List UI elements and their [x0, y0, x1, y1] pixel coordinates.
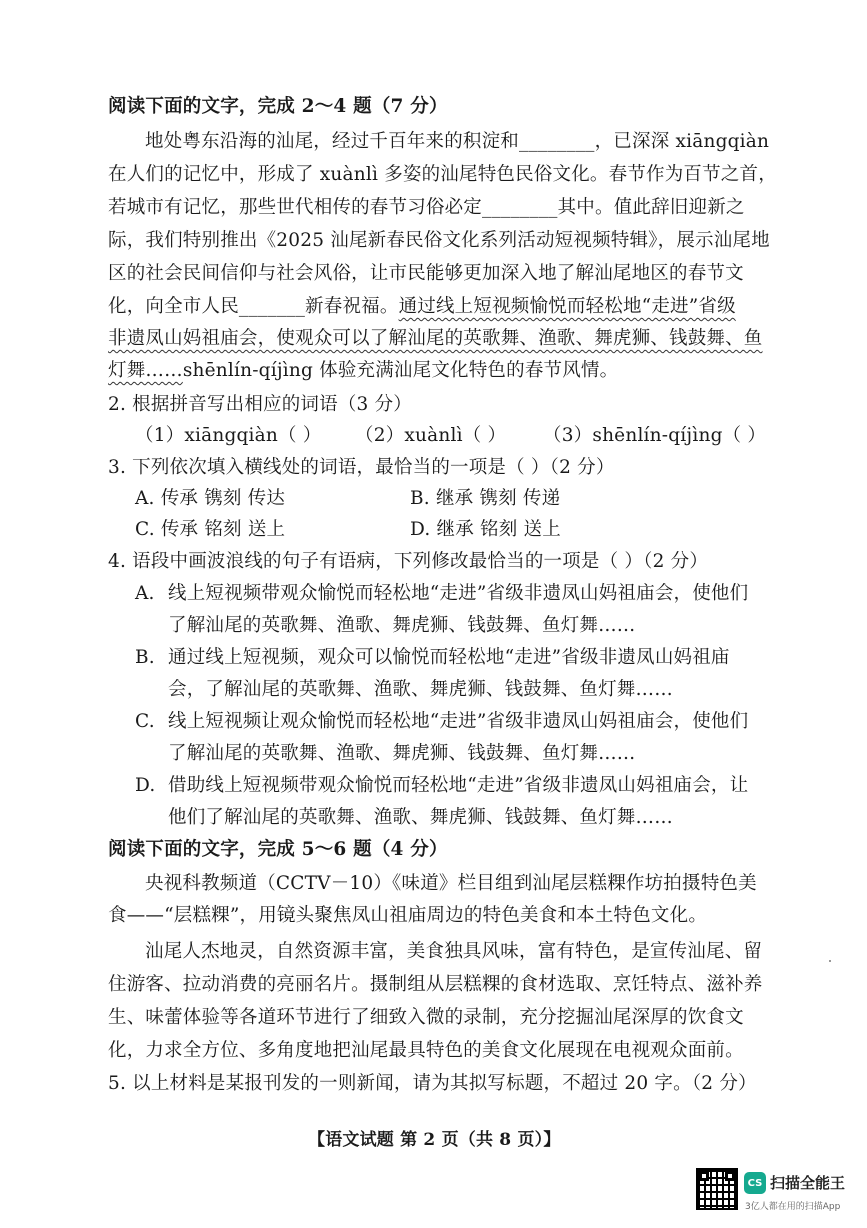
- camscanner-logo-icon: CS: [744, 1172, 766, 1194]
- section1-line-text: shēnlín-qíjìng 体验充满汕尾文化特色的春节风情。: [182, 360, 619, 381]
- q4-option-letter: B.: [135, 647, 155, 668]
- q4-option-c-line1: 线上短视频让观众愉悦而轻松地“走进”省级非遗凤山妈祖庙会，使他们: [168, 711, 749, 732]
- q4-option-letter: D.: [135, 775, 156, 796]
- q4-option-b-line2: 会，了解汕尾的英歌舞、渔歌、舞虎狮、钱鼓舞、鱼灯舞……: [168, 679, 673, 700]
- q4-option-c-line2: 了解汕尾的英歌舞、渔歌、舞虎狮、钱鼓舞、鱼灯舞……: [168, 743, 636, 764]
- q4-option-d-line1: 借助线上短视频带观众愉悦而轻松地“走进”省级非遗凤山妈祖庙会，让: [168, 775, 749, 796]
- q4-option-a-line1: 线上短视频带观众愉悦而轻松地“走进”省级非遗凤山妈祖庙会，使他们: [168, 583, 749, 604]
- q4-option-letter: A.: [135, 583, 155, 604]
- q5-stem: 5. 以上材料是某报刊发的一则新闻，请为其拟写标题，不超过 20 字。（2 分）: [108, 1073, 757, 1094]
- q2-item: （2）xuànlì（ ）: [355, 425, 507, 446]
- q3-stem: 3. 下列依次填入横线处的词语，最恰当的一项是（ ）（2 分）: [108, 457, 615, 478]
- section1-line: [108, 359, 618, 383]
- q3-option-c: C. 传承 铭刻 送上: [135, 519, 286, 540]
- q4-option-d-line2: 他们了解汕尾的英歌舞、渔歌、舞虎狮、钱鼓舞、鱼灯舞……: [168, 807, 673, 828]
- qr-code-icon: [696, 1168, 738, 1210]
- q2-item: （1）xiāngqiàn（ ）: [135, 425, 322, 446]
- section2-line: 央视科教频道（CCTV－10）《味道》栏目组到汕尾层糕粿作坊拍摄特色美: [145, 873, 757, 894]
- q4-option-a-line2: 了解汕尾的英歌舞、渔歌、舞虎狮、钱鼓舞、鱼灯舞……: [168, 615, 636, 636]
- section1-heading: 阅读下面的文字，完成 2～4 题（7 分）: [108, 96, 448, 117]
- section1-line: 区的社会民间信仰与社会风俗，让市民能够更加深入地了解汕尾地区的春节文: [108, 263, 744, 284]
- q3-option-b: B. 继承 镌刻 传递: [410, 488, 561, 509]
- section1-line: [108, 295, 736, 319]
- watermark-tagline: 3亿人都在用的扫描App: [745, 1202, 841, 1212]
- page-footer: 【语文试题 第 2 页（共 8 页）】: [308, 1130, 561, 1150]
- wavy-underlined-sentence: 灯舞……: [108, 360, 183, 381]
- q4-option-b-line1: 通过线上短视频，观众可以愉悦而轻松地“走进”省级非遗凤山妈祖庙: [168, 647, 730, 668]
- section1-line-text: 化，向全市人民_______新春祝福。: [108, 296, 399, 317]
- q4-stem: 4. 语段中画波浪线的句子有语病，下列修改最恰当的一项是（ ）（2 分）: [108, 551, 709, 572]
- watermark-app-name: 扫描全能王: [770, 1174, 846, 1192]
- section2-line: 住游客、拉动消费的亮丽名片。摄制组从层糕粿的食材选取、烹饪特点、滋补养: [108, 974, 763, 995]
- section2-line: 化，力求全方位、多角度地把汕尾最具特色的美食文化展现在电视观众面前。: [108, 1040, 744, 1061]
- wavy-underlined-sentence: 通过线上短视频愉悦而轻松地“走进”省级: [398, 296, 736, 317]
- section2-heading: 阅读下面的文字，完成 5～6 题（4 分）: [108, 839, 448, 860]
- q3-option-a: A. 传承 镌刻 传达: [135, 488, 286, 509]
- q3-option-d: D. 继承 铭刻 送上: [410, 519, 561, 540]
- section1-line: 若城市有记忆，那些世代相传的春节习俗必定________其中。值此辞旧迎新之: [108, 197, 745, 218]
- section2-line: 汕尾人杰地灵，自然资源丰富，美食独具风味，富有特色，是宣传汕尾、留: [145, 941, 763, 962]
- q2-item: （3）shēnlín-qíjìng（ ）: [543, 425, 767, 446]
- section2-line: 食——“层糕粿”，用镜头聚焦凤山祖庙周边的特色美食和本土特色文化。: [108, 905, 708, 926]
- section2-line: 生、味蕾体验等各道环节进行了细致入微的录制，充分挖掘汕尾深厚的饮食文: [108, 1007, 744, 1028]
- wavy-underlined-sentence: 非遗凤山妈祖庙会，使观众可以了解汕尾的英歌舞、渔歌、舞虎狮、钱鼓舞、鱼: [108, 328, 763, 349]
- q4-option-letter: C.: [135, 711, 155, 732]
- scan-speck: [829, 960, 831, 962]
- section1-line: 在人们的记忆中，形成了 xuànlì 多姿的汕尾特色民俗文化。春节作为百节之首，: [108, 164, 777, 185]
- section1-line: 际，我们特别推出《2025 汕尾新春民俗文化系列活动短视频特辑》，展示汕尾地: [108, 230, 770, 251]
- section1-line: 地处粤东沿海的汕尾，经过千百年来的积淀和________，已深深 xiāngqiàn: [145, 131, 770, 152]
- q2-stem: 2. 根据拼音写出相应的词语（3 分）: [108, 394, 412, 415]
